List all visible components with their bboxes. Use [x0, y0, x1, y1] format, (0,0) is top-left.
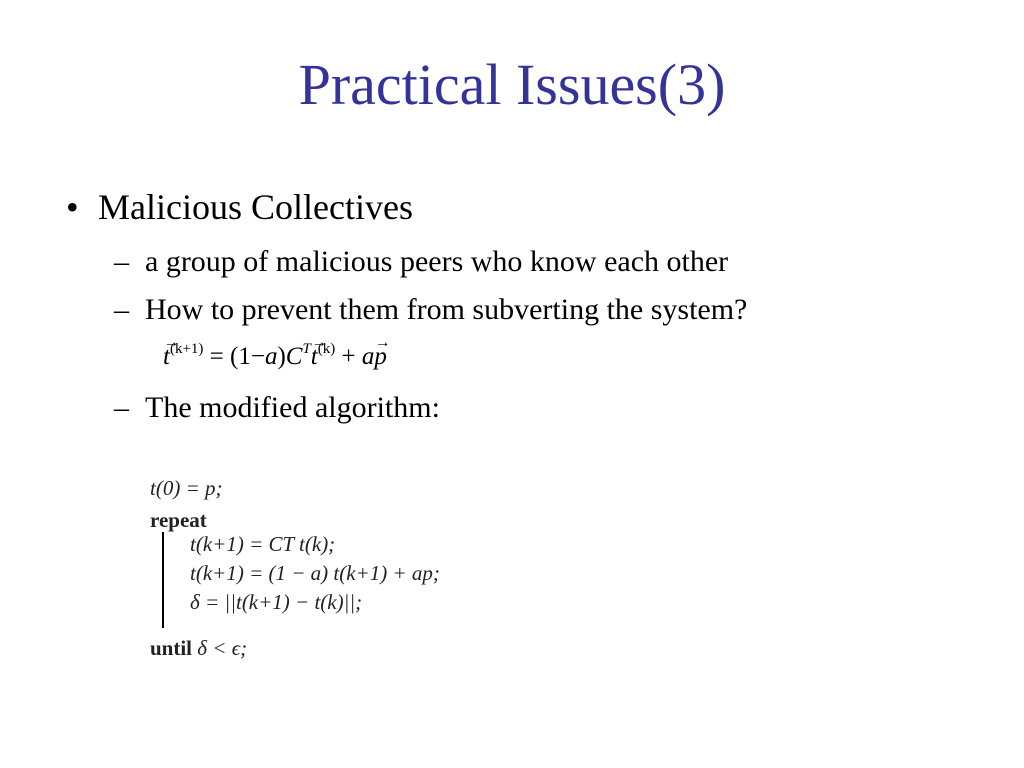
algorithm-until-condition: δ < ϵ; [197, 636, 248, 660]
formula-close: ) [277, 343, 286, 370]
formula-p: → p [374, 344, 387, 369]
algorithm-line-multiply: t(k+1) = CT t(k); [190, 532, 336, 556]
slide-title: Practical Issues(3) [298, 52, 726, 117]
algorithm-line-delta: δ = ||t(k+1) − t(k)||; [190, 590, 363, 614]
algorithm-line-mix: t(k+1) = (1 − a) t(k+1) + ap; [190, 561, 440, 585]
sub-bullet-prevent [114, 292, 747, 328]
formula-T: T [302, 340, 311, 357]
sub-bullet-modified-algorithm [114, 390, 440, 426]
sub-bullet-text: How to prevent them from subverting the system? [145, 293, 748, 326]
formula-t2: → t [311, 344, 318, 369]
formula-plus: + [335, 343, 356, 370]
sub-bullet-marker: – [114, 391, 129, 424]
formula-a: a [264, 343, 278, 370]
algorithm-until-line [150, 638, 247, 659]
formula-eq: = (1− [203, 343, 265, 370]
sub-bullet-text: a group of malicious peers who know each other [145, 245, 729, 278]
algorithm-loop-bar [162, 532, 164, 628]
algorithm-line-init: t(0) = p; [150, 476, 223, 500]
formula-sup-k: (k) [317, 340, 336, 357]
sub-bullet-marker: – [114, 245, 129, 278]
formula-a2: a [361, 343, 375, 370]
sub-bullet-group [114, 244, 728, 280]
algorithm-until-keyword: until [150, 636, 193, 660]
sub-bullet-marker: – [114, 293, 129, 326]
formula-C: C [285, 343, 303, 370]
bullet-text: Malicious Collectives [98, 187, 413, 227]
bullet-marker: • [66, 187, 79, 227]
bullet-malicious-collectives [66, 186, 413, 229]
algorithm-repeat-keyword: repeat [150, 508, 207, 532]
update-formula [163, 340, 387, 370]
formula-sup-k1: (k+1) [169, 340, 204, 357]
sub-bullet-text: The modified algorithm: [145, 391, 440, 424]
formula-t: → t [163, 344, 170, 369]
algorithm-block [150, 470, 530, 670]
